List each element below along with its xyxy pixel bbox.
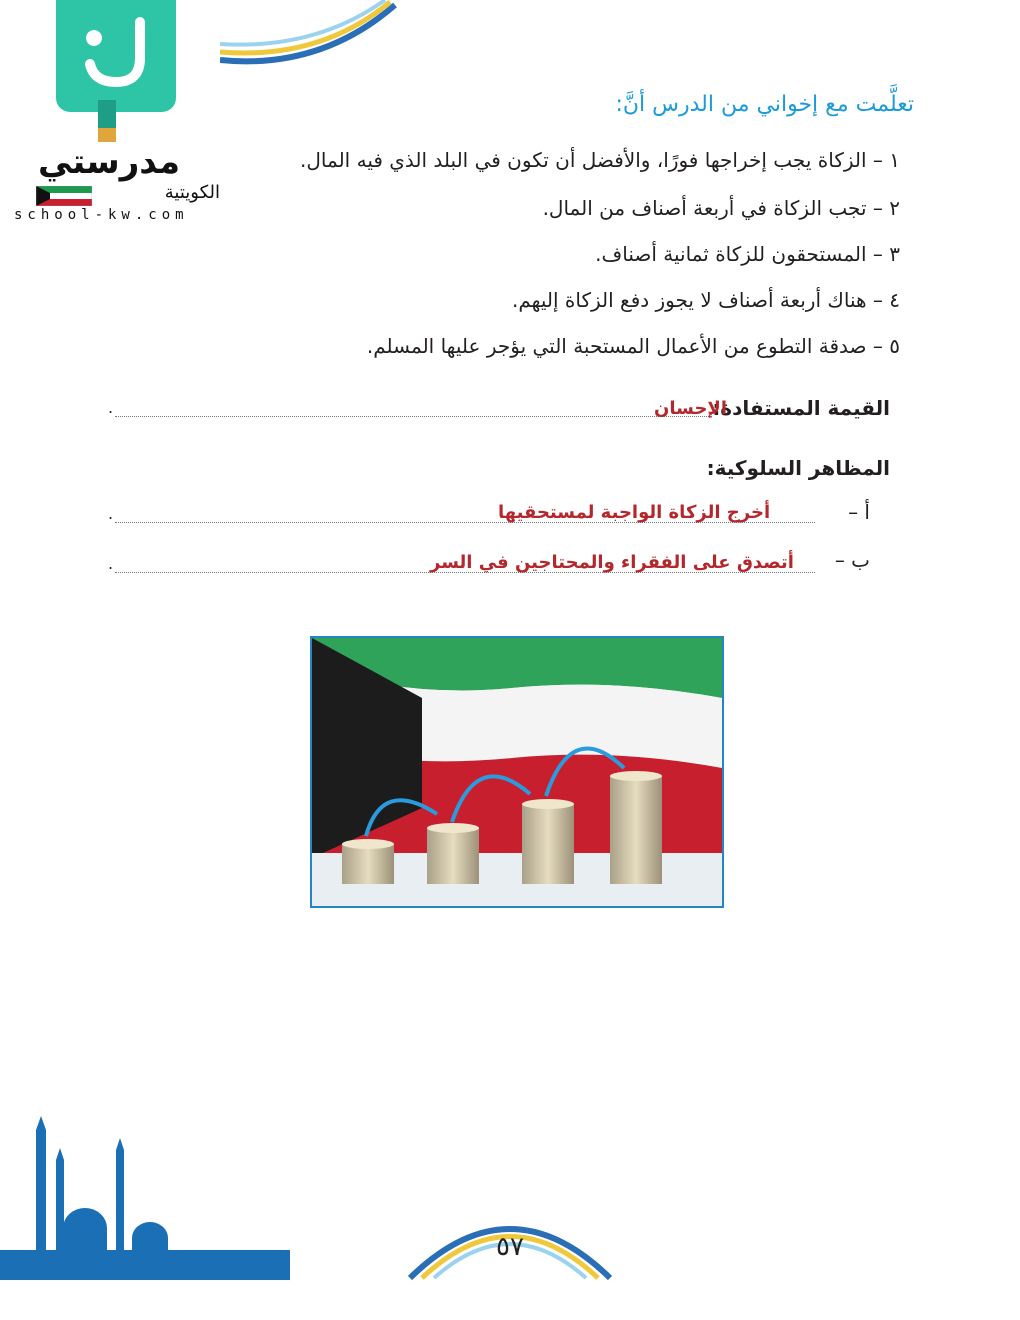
value-end-dot: . — [108, 398, 114, 417]
logo-url: school-kw.com — [14, 207, 189, 223]
value-label: القيمة المستفادة: — [712, 396, 890, 420]
value-answer: الإحسان — [654, 398, 727, 419]
behavior-b-end-dot: . — [108, 554, 114, 573]
behaviors-label: المظاهر السلوكية: — [706, 456, 890, 480]
lesson-heading: تعلَّمت مع إخواني من الدرس أنَّ: — [615, 92, 914, 117]
lesson-point-2: ٢ – تجب الزكاة في أربعة أصناف من المال. — [542, 196, 900, 220]
lesson-point-4: ٤ – هناك أربعة أصناف لا يجوز دفع الزكاة إليهم. — [511, 288, 900, 312]
logo-subtitle: الكويتية — [164, 182, 220, 203]
lesson-point-1: ١ – الزكاة يجب إخراجها فورًا، والأفضل أن تكون في البلد الذي فيه المال. — [300, 148, 900, 172]
flag-coins-illustration — [310, 636, 724, 908]
behavior-a-answer: أخرج الزكاة الواجبة لمستحقيها — [498, 502, 771, 523]
kuwait-flag-icon — [36, 186, 92, 206]
coin-stack-3 — [522, 799, 574, 884]
behavior-a-end-dot: . — [108, 504, 114, 523]
lesson-point-3: ٣ – المستحقون للزكاة ثمانية أصناف. — [595, 242, 900, 266]
coin-stack-4 — [610, 771, 662, 884]
flag-coins-image — [312, 638, 722, 906]
logo-name: مدرستي — [38, 142, 180, 182]
coin-stack-1 — [342, 839, 394, 884]
coin-stack-2 — [427, 823, 479, 884]
logo-badge — [56, 0, 176, 112]
value-answer-line — [115, 392, 711, 417]
top-swoosh-decoration — [220, 0, 400, 70]
logo-bookmark-tip — [98, 128, 116, 142]
behavior-a-marker: أ – — [848, 500, 870, 524]
mosque-silhouette-decoration — [0, 1110, 290, 1280]
lesson-point-5: ٥ – صدقة التطوع من الأعمال المستحبة التي يؤجر عليها المسلم. — [366, 334, 900, 358]
page-number: ٥٧ — [496, 1232, 524, 1262]
logo-smile-icon — [56, 0, 176, 112]
behavior-b-marker: ب – — [834, 548, 870, 572]
behavior-b-answer: أتصدق على الفقراء والمحتاجين في السر — [430, 552, 794, 573]
